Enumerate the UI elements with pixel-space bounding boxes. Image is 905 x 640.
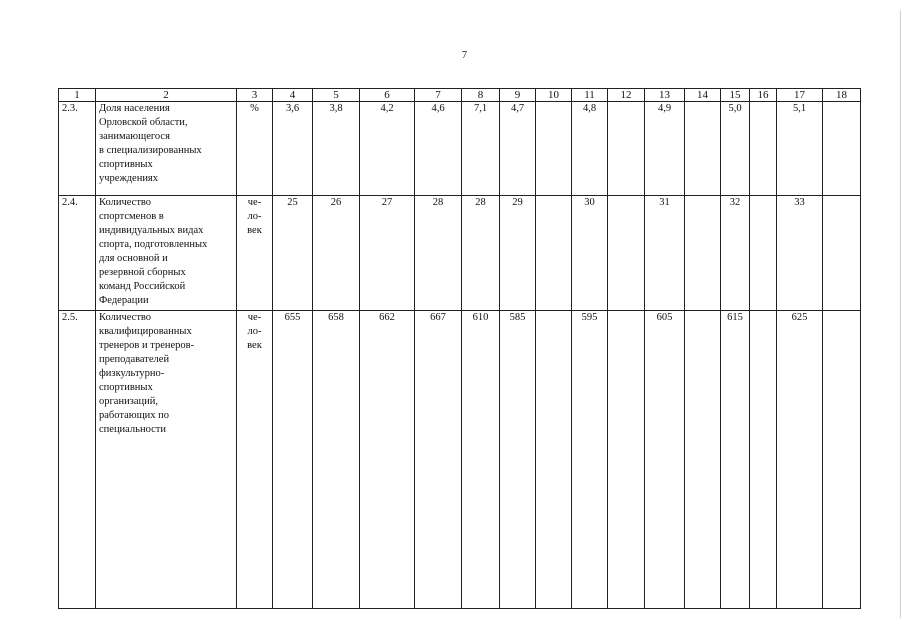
column-number-15: 15	[721, 89, 750, 102]
value-cell: 3,6	[273, 102, 313, 196]
indicator-name	[96, 102, 237, 196]
indicator-name-line: спортсменов в	[99, 210, 164, 222]
value-cell: 7,1	[462, 102, 500, 196]
indicator-name-line: занимающегося	[99, 131, 170, 143]
value-cell	[536, 195, 572, 311]
value-cell	[608, 311, 645, 609]
value-cell: 658	[313, 311, 360, 609]
value-cell	[685, 102, 721, 196]
table-row	[59, 311, 861, 609]
value-cell	[750, 102, 777, 196]
value-cell: 662	[360, 311, 415, 609]
indicator-name-line: специальности	[99, 424, 166, 436]
unit-line: век	[247, 340, 262, 352]
value-cell	[750, 311, 777, 609]
value-cell: 4,2	[360, 102, 415, 196]
indicator-name-line: организаций,	[99, 396, 158, 408]
value-cell: 625	[777, 311, 823, 609]
column-number-16: 16	[750, 89, 777, 102]
page-number: 7	[462, 50, 467, 61]
value-cell: 26	[313, 195, 360, 311]
column-number-1: 1	[59, 89, 96, 102]
indicator-name-line: Количество	[99, 312, 152, 324]
row-code: 2.5.	[59, 311, 96, 609]
table-row	[59, 195, 861, 311]
value-cell: 4,9	[645, 102, 685, 196]
indicator-name-line: в специализированных	[99, 145, 202, 157]
column-number-14: 14	[685, 89, 721, 102]
value-cell	[750, 195, 777, 311]
table-body	[59, 89, 861, 609]
value-cell	[608, 102, 645, 196]
value-cell: 4,8	[572, 102, 608, 196]
indicator-name-line: физкультурно-	[99, 368, 165, 380]
value-cell: 33	[777, 195, 823, 311]
indicator-name-line: преподавателей	[99, 354, 170, 366]
column-number-11: 11	[572, 89, 608, 102]
value-cell: 25	[273, 195, 313, 311]
unit-of-measure	[237, 102, 273, 196]
indicator-name-line: Орловской области,	[99, 117, 188, 129]
row-code: 2.4.	[59, 195, 96, 311]
value-cell: 5,0	[721, 102, 750, 196]
unit-line: %	[250, 103, 259, 115]
indicator-name	[96, 195, 237, 311]
table-row	[59, 102, 861, 196]
unit-of-measure	[237, 311, 273, 609]
value-cell: 29	[500, 195, 536, 311]
value-cell	[685, 311, 721, 609]
indicator-name-line: Федерации	[99, 294, 149, 306]
row-code: 2.3.	[59, 102, 96, 196]
value-cell: 4,7	[500, 102, 536, 196]
value-cell: 605	[645, 311, 685, 609]
value-cell: 32	[721, 195, 750, 311]
value-cell: 655	[273, 311, 313, 609]
unit-line: век	[247, 224, 262, 236]
value-cell: 28	[415, 195, 462, 311]
indicator-name-line: спортивных	[99, 159, 153, 171]
value-cell: 3,8	[313, 102, 360, 196]
indicator-name-line: Доля населения	[99, 103, 170, 115]
column-number-9: 9	[500, 89, 536, 102]
value-cell: 585	[500, 311, 536, 609]
indicator-name-line: учреждениях	[99, 173, 159, 185]
value-cell: 595	[572, 311, 608, 609]
column-number-12: 12	[608, 89, 645, 102]
value-cell: 31	[645, 195, 685, 311]
value-cell	[823, 195, 861, 311]
value-cell: 27	[360, 195, 415, 311]
indicator-name-line: спорта, подготовленных	[99, 238, 208, 250]
column-number-10: 10	[536, 89, 572, 102]
column-number-row	[59, 89, 861, 102]
indicator-name-line: Количество	[99, 196, 152, 208]
column-number-7: 7	[415, 89, 462, 102]
indicator-name-line: резервной сборных	[99, 266, 186, 278]
indicator-name-line: работающих по	[99, 410, 170, 422]
value-cell	[685, 195, 721, 311]
value-cell: 667	[415, 311, 462, 609]
indicators-table	[58, 88, 861, 609]
value-cell	[536, 102, 572, 196]
indicator-name-line: для основной и	[99, 252, 168, 264]
value-cell: 28	[462, 195, 500, 311]
value-cell	[536, 311, 572, 609]
column-number-5: 5	[313, 89, 360, 102]
column-number-8: 8	[462, 89, 500, 102]
column-number-18: 18	[823, 89, 861, 102]
indicator-name-line: тренеров и тренеров-	[99, 340, 195, 352]
unit-line: ло-	[247, 326, 262, 338]
value-cell	[823, 102, 861, 196]
value-cell: 610	[462, 311, 500, 609]
page-edge-line	[900, 10, 901, 618]
column-number-2: 2	[96, 89, 237, 102]
column-number-4: 4	[273, 89, 313, 102]
unit-of-measure	[237, 195, 273, 311]
unit-line: че-	[247, 196, 262, 208]
column-number-17: 17	[777, 89, 823, 102]
value-cell: 615	[721, 311, 750, 609]
indicator-name-line: индивидуальных видах	[99, 224, 204, 236]
unit-line: ло-	[247, 210, 262, 222]
value-cell: 5,1	[777, 102, 823, 196]
value-cell	[823, 311, 861, 609]
value-cell: 4,6	[415, 102, 462, 196]
value-cell	[608, 195, 645, 311]
column-number-3: 3	[237, 89, 273, 102]
column-number-13: 13	[645, 89, 685, 102]
indicator-name-line: команд Российской	[99, 280, 186, 292]
indicator-name	[96, 311, 237, 609]
value-cell: 30	[572, 195, 608, 311]
indicator-name-line: спортивных	[99, 382, 153, 394]
indicator-name-line: квалифицированных	[99, 326, 192, 338]
column-number-6: 6	[360, 89, 415, 102]
unit-line: че-	[247, 312, 262, 324]
